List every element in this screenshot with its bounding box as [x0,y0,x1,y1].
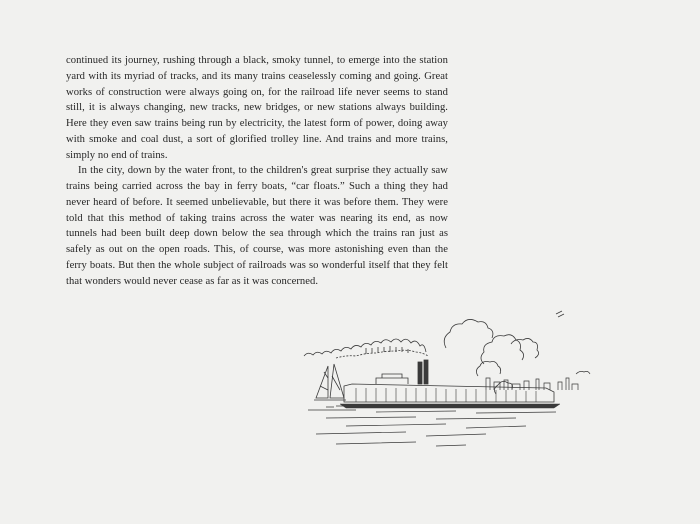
body-text [66,53,448,289]
paragraph-2: In the city, down by the water front, to the children's great surprise they actually saw trains being carried across the bay in ferry boats, “car floats.” Such a thing they had never heard of before. It seemed unbelievable, but there it was before them. They were told that this method of taking trains across the water was nearing its end, as now tunnels had been built deep down below the sea through which the trains ran just as safely as out on the open roads. This, of course, was more astonishing even than the ferry boats. But then the whole subject of railroads was so wonderful itself that they felt that wonders would never cease as far as it was concerned. [66,165,448,287]
car-float-boat [326,360,560,408]
car-float-illustration [296,306,596,456]
paragraph-1: continued its journey, rushing through a black, smoky tunnel, to emerge into the station yard with its myriad of tracks, and its many trains ceaselessly coming and going. Great works of construction were always going on, for the railroad life never seems to stand still, it is always changing, new tracks, new bridges, or new stations always building. Here they even saw trains being run by electricity, the latest form of power, doing away with smoke and coal dust, a sort of glorified trolley line. And trains and more trains, simply no end of trains. [66,55,448,161]
water-lines [308,410,556,446]
sailboat [314,364,346,400]
smoke-plume [304,339,428,358]
